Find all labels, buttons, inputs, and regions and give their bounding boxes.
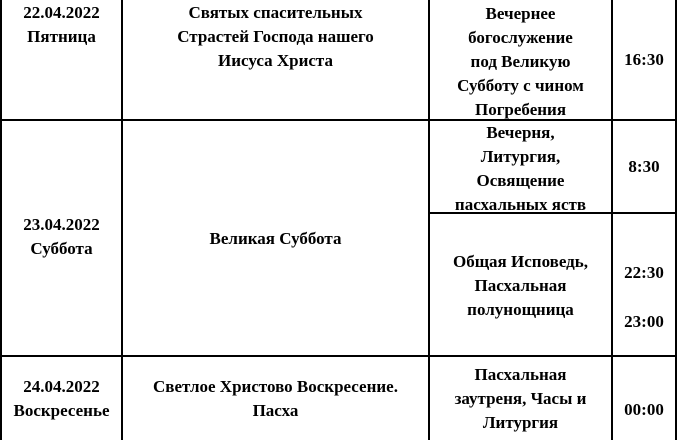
event-line: Великая Суббота	[209, 229, 342, 248]
service-line: Пасхальная	[474, 276, 567, 295]
service-cell	[430, 250, 611, 322]
service-line: Субботу с чином	[457, 76, 584, 95]
date-cell	[2, 213, 121, 261]
event-cell	[123, 227, 428, 251]
date-text: 22.04.2022	[23, 3, 100, 22]
service-cell	[430, 363, 611, 435]
time-cell	[613, 155, 675, 179]
service-line: полунощница	[467, 300, 574, 319]
time-cell	[613, 398, 675, 422]
service-line: Погребения	[474, 100, 567, 119]
table-border-right	[675, 0, 677, 440]
date-text: 23.04.2022	[23, 215, 100, 234]
event-line: Светлое Христово Воскресение.	[153, 377, 398, 396]
service-line: Вечерня,	[486, 123, 555, 142]
service-line: Литургия,	[480, 147, 561, 166]
event-line: Иисуса Христа	[218, 51, 333, 70]
service-line: заутреня, Часы и	[454, 389, 587, 408]
time-text: 22:30	[624, 263, 664, 282]
date-cell	[2, 375, 121, 423]
weekday-text: Пятница	[27, 27, 96, 46]
service-line: Вечернее	[485, 4, 556, 23]
time-cell	[613, 48, 675, 72]
service-cell	[430, 2, 611, 119]
service-line: под Великую	[470, 52, 571, 71]
time-text: 00:00	[624, 400, 664, 419]
time-cell	[613, 310, 675, 334]
weekday-text: Воскресенье	[13, 401, 110, 420]
weekday-text: Суббота	[30, 239, 93, 258]
time-text: 23:00	[624, 312, 664, 331]
service-line: пасхальных яств	[454, 195, 587, 212]
event-line: Пасха	[252, 401, 299, 420]
time-text: 16:30	[624, 50, 664, 69]
service-line: Пасхальная	[474, 365, 567, 384]
date-text: 24.04.2022	[23, 377, 100, 396]
service-line: Общая Исповедь,	[452, 252, 588, 271]
event-cell	[123, 1, 428, 73]
service-line: Литургия	[482, 413, 559, 432]
service-cell	[430, 121, 611, 212]
row-divider-2	[0, 355, 677, 357]
date-cell	[2, 1, 121, 49]
service-line: Освящение	[476, 171, 565, 190]
service-divider	[428, 212, 677, 214]
event-line: Страстей Господа нашего	[177, 27, 374, 46]
service-line: богослужение	[468, 28, 573, 47]
event-cell	[123, 375, 428, 423]
time-cell	[613, 261, 675, 285]
time-text: 8:30	[628, 157, 660, 176]
event-line: Святых спасительных	[188, 3, 363, 22]
